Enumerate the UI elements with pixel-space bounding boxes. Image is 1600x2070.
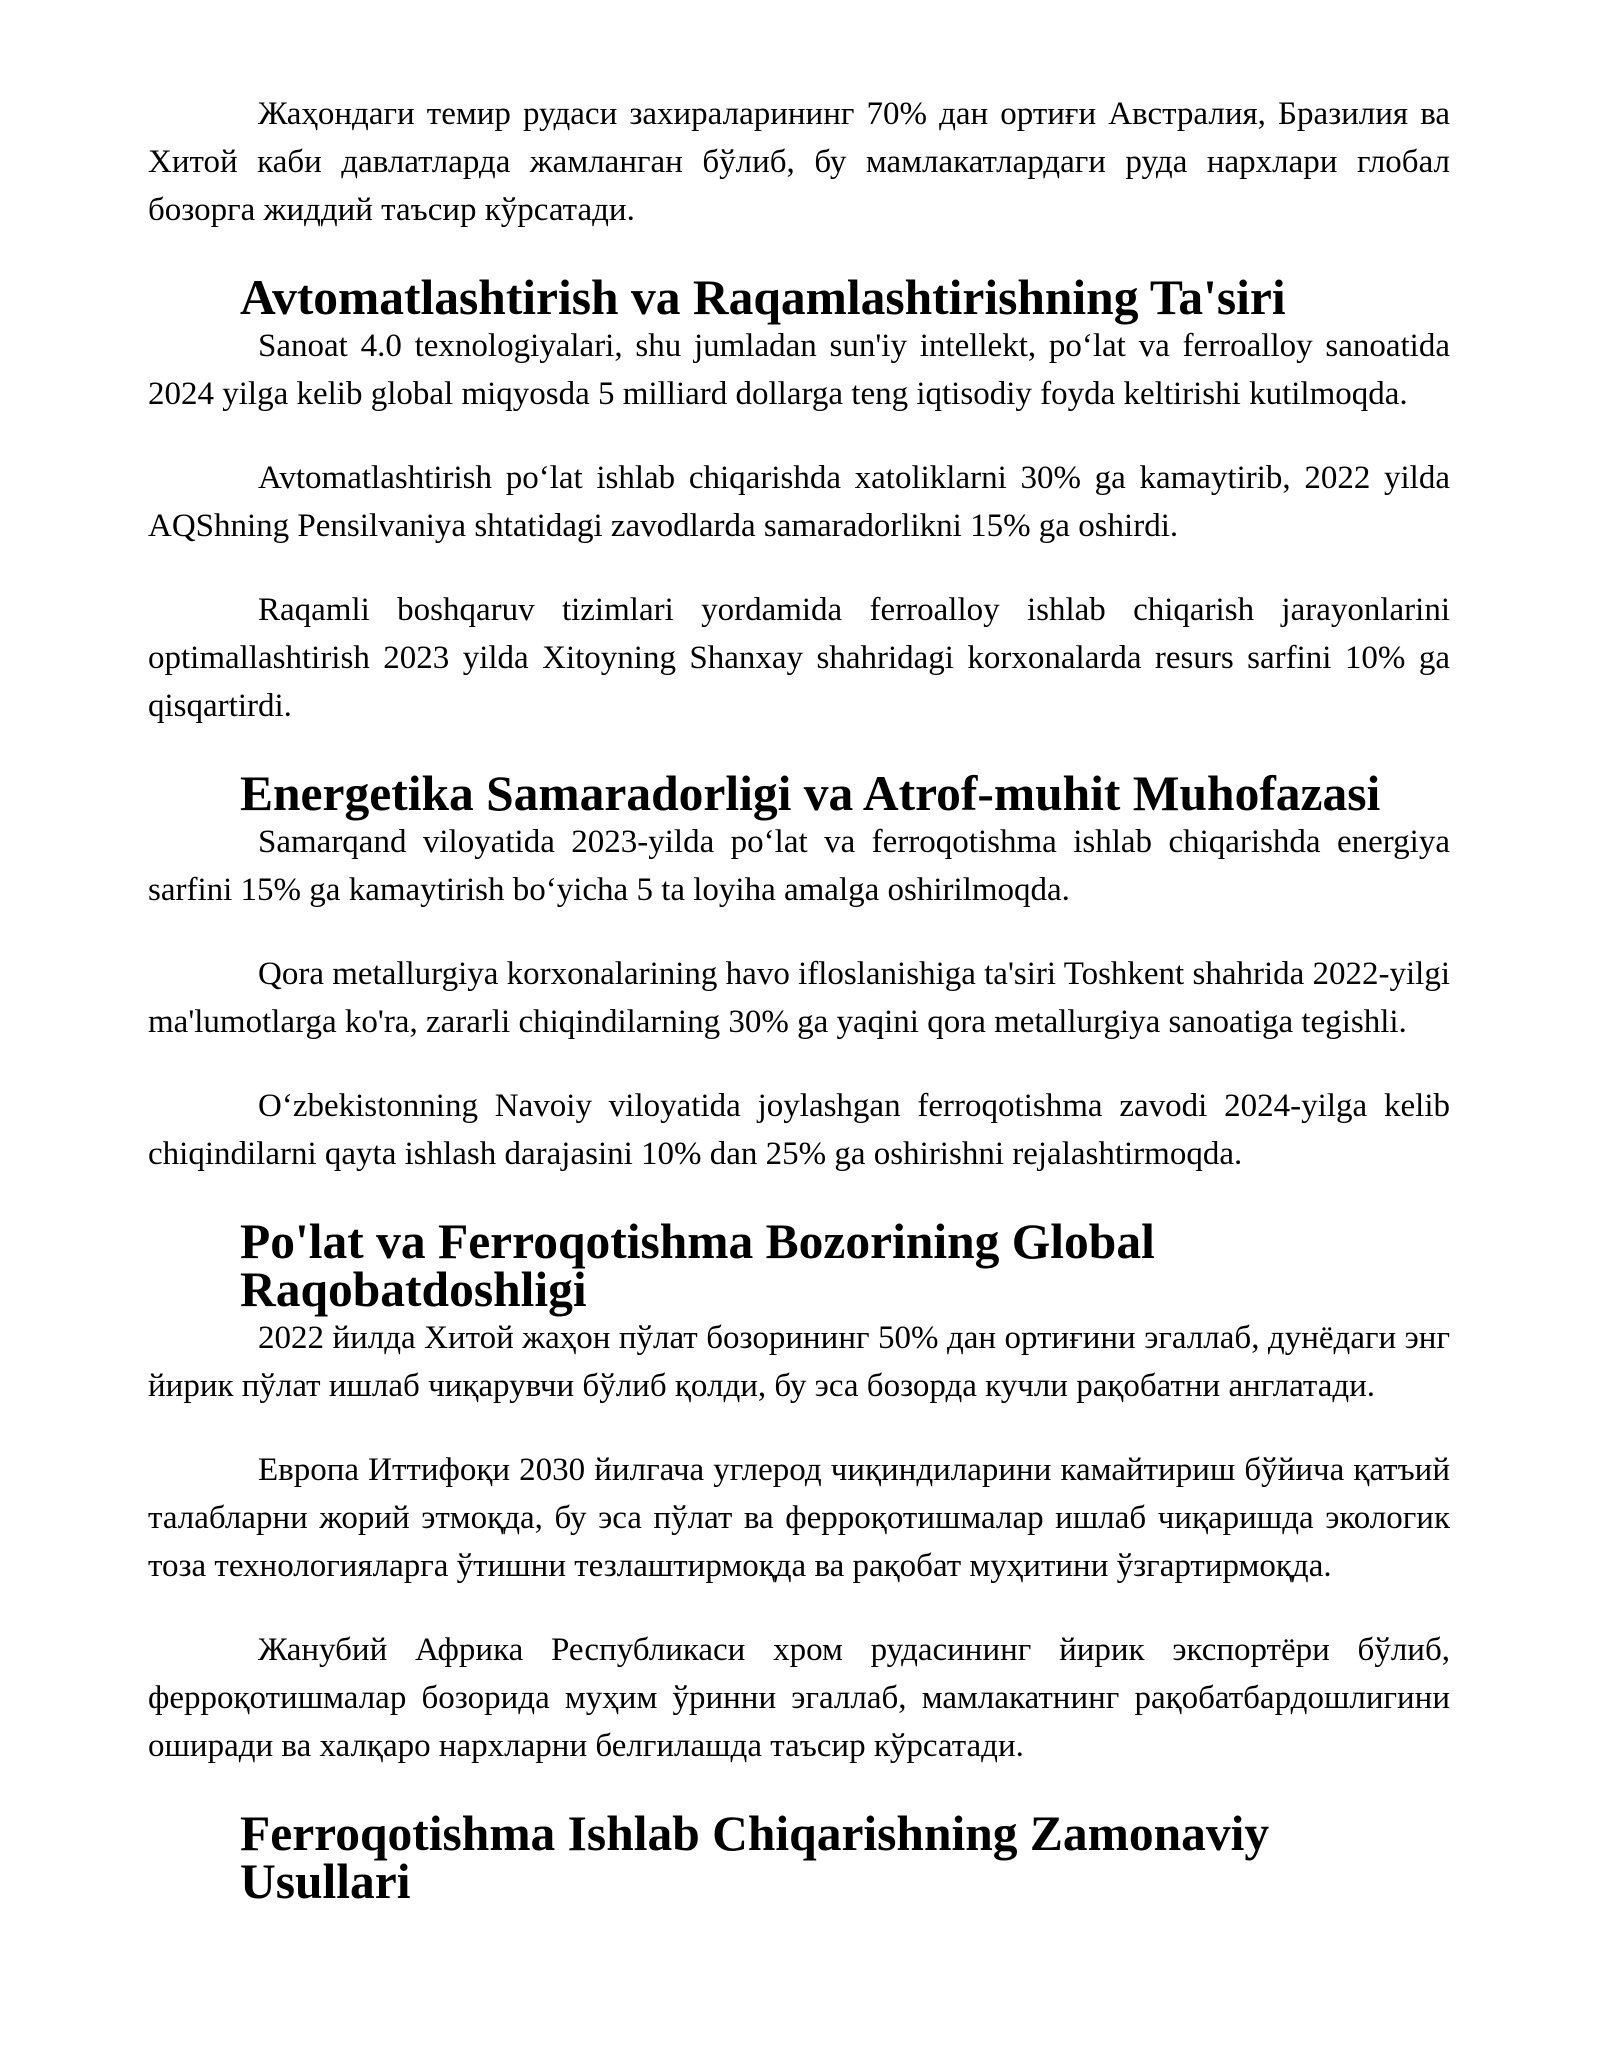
heading-automation-digitalization: Avtomatlashtirish va Raqamlashtirishning Ta'siri [240, 270, 1286, 325]
heading-modern-methods: Ferroqotishma Ishlab Chiqarishning Zamonaviy Usullari [240, 1806, 1270, 1909]
paragraph-industry-4-0: Sanoat 4.0 texnologiyalari, shu jumladan sun'iy intellekt, po‘lat va ferroalloy sanoatida 2024 yilga kelib global miqyosda 5 milliard dollarga teng iqtisodiy foyda keltirishi kutilmoqda. [148, 328, 1450, 412]
paragraph-air-pollution: Qora metallurgiya korxonalarining havo ifloslanishiga ta'siri Toshkent shahrida 2022-yilgi ma'lumotlarga ko'ra, zararli chiqindilarning 30% ga yaqini qora metallurgiya sanoatiga tegishli. [148, 956, 1451, 1040]
paragraph-samarkand-projects: Samarqand viloyatida 2023-yilda po‘lat va ferroqotishma ishlab chiqarishda energiya sarfini 15% ga kamaytirish bo‘yicha 5 ta loyiha amalga oshirilmoqda. [148, 824, 1450, 908]
paragraph-south-africa-chrome: Жанубий Африка Республикаси хром рудасининг йирик экспортёри бўлиб, ферроқотишмалар бозорида муҳим ўринни эгаллаб, мамлакатнинг рақобатбардошлигини оширади ва халқаро нархларни белгилашда таъсир кўрсатади. [148, 1632, 1450, 1764]
paragraph-digital-control: Raqamli boshqaruv tizimlari yordamida ferroalloy ishlab chiqarish jarayonlarini optimallashtirish 2023 yilda Xitoyning Shanxay shahridagi korxonalarda resurs sarfini 10% ga qisqartirdi. [148, 592, 1450, 724]
heading-global-competitiveness: Po'lat va Ferroqotishma Bozorining Global Raqobatdoshligi [240, 1214, 1155, 1317]
paragraph-iron-ore-reserves: Жаҳондаги темир рудаси захираларининг 70% дан ортиғи Австралия, Бразилия ва Хитой каби давлатларда жамланган бўлиб, бу мамлакатлардаги руда нархлари глобал бозорга жиддий таъсир кўрсатади. [148, 96, 1450, 228]
paragraph-navoiy-plant: O‘zbekistonning Navoiy viloyatida joylashgan ferroqotishma zavodi 2024-yilga kelib chiqindilarni qayta ishlash darajasini 10% dan 25% ga oshirishni rejalashtirmoqda. [148, 1088, 1450, 1172]
heading-energy-efficiency: Energetika Samaradorligi va Atrof-muhit Muhofazasi [240, 766, 1381, 821]
paragraph-china-steel: 2022 йилда Хитой жаҳон пўлат бозорининг 50% дан ортиғини эгаллаб, дунёдаги энг йирик пўлат ишлаб чиқарувчи бўлиб қолди, бу эса бозорда кучли рақобатни англатади. [148, 1320, 1450, 1404]
paragraph-automation-errors: Avtomatlashtirish po‘lat ishlab chiqarishda xatoliklarni 30% ga kamaytirib, 2022 yilda AQShning Pensilvaniya shtatidagi zavodlarda samaradorlikni 15% ga oshirdi. [148, 460, 1450, 544]
document-page [148, 90, 1451, 1909]
paragraph-eu-carbon: Европа Иттифоқи 2030 йилгача углерод чиқиндиларини камайтириш бўйича қатъий талабларни жорий этмоқда, бу эса пўлат ва ферроқотишмалар ишлаб чиқаришда экологик тоза технологияларга ўтишни тезлаштирмоқда ва рақобат муҳитини ўзгартирмоқда. [148, 1452, 1450, 1584]
